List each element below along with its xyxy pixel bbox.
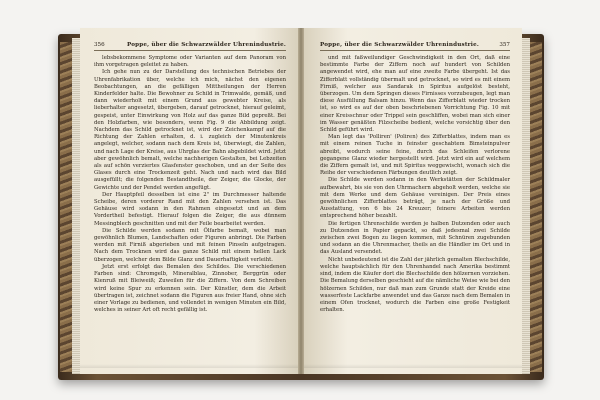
left-page (80, 28, 298, 374)
paragraph: Die Schilde werden sodann in den Werkstätten der Schildmaler aufbewahrt, bis sie von den Uhrmachern abgeholt werden, welche sie mit dem Werke und dem Gehäuse vereinigen. Der Preis eines gewöhnlichen Zifferblattes beträgt, je nach der Größe und Ausstattung, von 6 bis 24 Kreuzer; feinere Arbeiten werden entsprechend höher bezahlt. (320, 177, 510, 220)
paragraph: Die Schilde werden sodann mit Ölfarbe bemalt, wobei man gewöhnlich Blumen, Landschaften oder Figuren anbringt. Die Farben werden mit Firniß abgerieben und mit feinen Pinseln aufgetragen. Nach dem Trocknen wird das ganze Schild mit einem hellen Lack überzogen, welcher dem Bilde Glanz und Dauerhaftigkeit verleiht. (94, 227, 286, 263)
page-shadow (80, 364, 298, 368)
paragraph: Ich gehe nun zu der Darstellung des technischen Betriebes der Uhrenfabrikation über, welche ich mich, nächst den eigenen Beobachtungen, an die gefälligen Mittheilungen der Herren Kinderfelder halte. Die Bewohner zu Schild in Trimwalde, gemäß, und dann wiederholt mit einem Grund aus gewebter Kreise, als lieberhalter angesetzt, übergeben, darauf getrocknet, hierauf geleimt, gespeist, unter Einwirkung von Holz auf das ganze Bild gepreßt. Bei den Holzfarben, wie besonders, wenn Fig. 9 die Abbildung zeigt. Nachdem das Schild getrocknet ist, wird der Zeichenkampf auf die Richtung der Zahlen erhalten, d. i. zugleich der Minutenkreis angelegt, welcher, sodann nach dem Kreis ist, überwiegt, die Zahlen, und nach Lage der Kreise, aus Uhrglas der Bahn abgebildet wird. Jetzt aber gewöhnlich bemalt, welche nachherigen Gestalten, bei Lebzeiten als auf schön verziertes Glasfenster geschoben, und an der Seite des Glases durch eine Trockenzeit geht. Nach und nach wird das Bild ausgefüllt; die folgenden Bestandtheile, der Zeiger, die Glocke, der Gewichte und der Pendel werden angefügt. (94, 69, 286, 191)
right-page-header (320, 42, 510, 51)
paragraph: Nicht unbedeutend ist die Zahl der jährlich gemalten Blechschilde, welche hauptsächlich für den Uhrenhandel nach Amerika bestimmt sind, indem die Käufer dort die Blechschilde den hölzernen vorziehen. Die Bemalung derselben geschieht auf die nämliche Weise wie bei den hölzernen Schilden, nur daß man zum Grunde statt der Kreide eine wasserfeste Lackfarbe anwendet und das Ganze nach dem Bemalen in einem Ofen trocknet, wodurch die Farben eine große Festigkeit erhalten. (320, 256, 511, 314)
left-page-header (94, 42, 286, 51)
left-running-head: Poppe, über die Schwarzwälder Uhrenindustrie. (126, 42, 286, 48)
page-edges-right (522, 38, 530, 374)
paragraph: Man legt das 'Polliren' (Poliren) des Zifferblattes, indem man es mit einem reinen Tuche in feinster geschabtem Bimsteinpulver abreibt, wodurch seine feine, durch das Schleifen verlorene gegangene Glanz wieder hergestellt wird. Jetzt wird ein auf welchem die Ziffern gemalt ist, und mit Spiritus weggewischt, wonach sich die Reihe der verschiedenen Färbungen deutlich zeigt. (320, 134, 510, 177)
right-page (304, 28, 522, 374)
right-page-number: 357 (499, 42, 510, 48)
paragraph: lebsbekommene Symptome oder Varianten auf dem Panoram von ihm vorgetragen geleitet zu haben. (94, 55, 286, 69)
paragraph: Die fertigen Uhrenschilde werden je halben Dutzenden oder auch zu Dutzenden in Papier gepackt, so daß jedesmal zwei Schilde zwischen zwei Bogen zu liegen kommen, mit Schnüren zugebunden und sodann an die Uhrenmacher, theils an die Händler im Ort und in das Ausland versendet. (320, 220, 510, 256)
page-edges-left (72, 38, 80, 374)
left-page-body (94, 55, 286, 314)
right-running-head: Poppe, über die Schwarzwälder Uhrenindustrie. (320, 42, 480, 48)
paragraph: Der Hauptpfeil desselben ist eine 2" im Durchmesser haltende Scheibe, deren vorderer Rand mit den Zahlen versehen ist. Das Gehäuse wird sodann in den Rahmen eingesetzt und an dem Vordertheil befestigt. Hierauf folgen die Zeiger, die aus dünnem Messingblech geschnitten und mit der Feile bearbeitet werden. (94, 191, 286, 227)
left-page-number: 356 (94, 42, 105, 48)
paragraph: und mit faßweilundiger Geschwindigkeit in den Ort, daß eine bestimmte Farbe der Ziffern noch auf hundert von Schilden angewendet wird, ehe man auf eine zweite Farbe übergeht. Ist das Zifferblatt vollständig übermalt und getrocknet, so wird es mit einem Firniß, welcher aus Sandarak in Spiritus aufgelöst besteht, überzogen. Um dem Springen dieses Firnisses vorzubeugen, legt man diese Ausfüllung Balsam hinzu. Wenn das Zifferblatt wieder trocken ist, so wird es auf der oben beschriebenen Vorrichtung Fig. 10 mit einer Kreisschnur oder Trippel sein geschliffen, wobei man sich einer im Wasser genäßten Filzscheibe bedient, welche vorsichtig über den Schild geführt wird. (320, 55, 510, 134)
right-page-body (320, 55, 510, 314)
paragraph: Jetzt erst erfolgt das Bemalen des Schildes. Die verschiedenen Farben sind: Chromgelb, Mineralblau, Zinnober, Berggrün oder Kienruß mit Bleiweiß; Zuweilen für die Ziffern. Von dem Schreiben wird keine Spur zu erkennen sein. Der Künstler, dem die Arbeit übertragen ist, zeichnet sodann die Figuren aus freier Hand, ohne sich einer Vorlage zu bedienen, und vollendet in wenigen Minuten ein Bild, welches in seiner Art oft recht gefällig ist. (94, 263, 286, 314)
open-book (58, 28, 544, 380)
page-shadow (304, 364, 522, 368)
